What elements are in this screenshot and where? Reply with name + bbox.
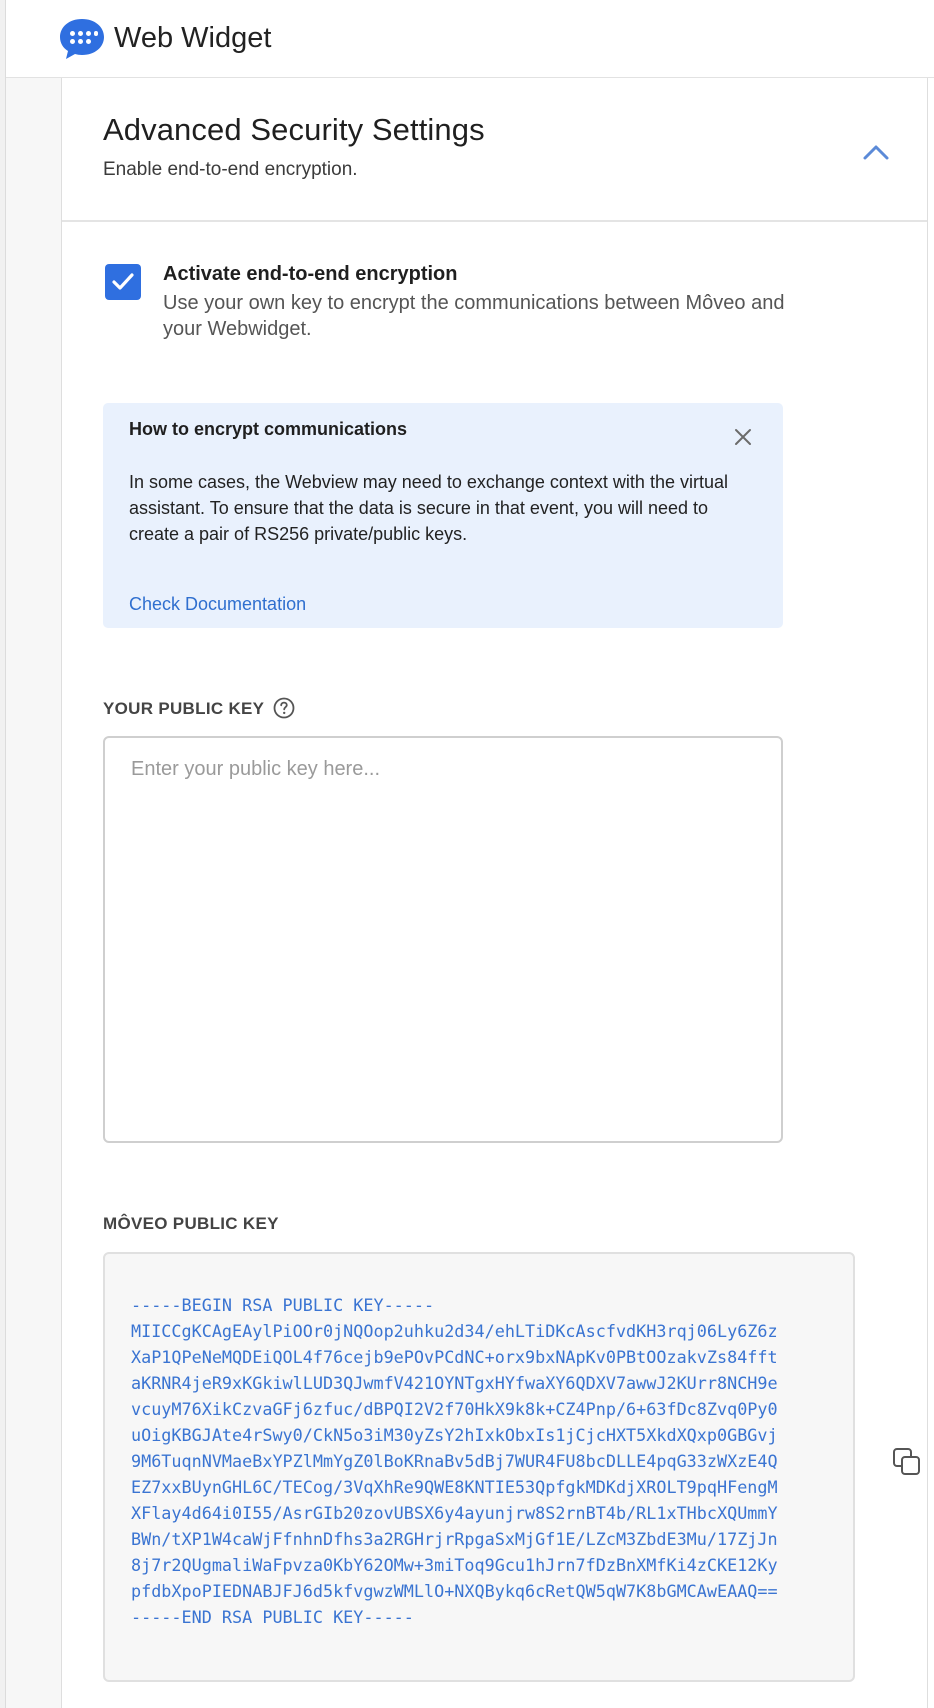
encryption-checkbox[interactable] (105, 264, 141, 300)
chevron-up-icon (862, 143, 890, 161)
checkmark-icon (111, 272, 135, 292)
info-box (103, 403, 783, 628)
page-title: Web Widget (114, 22, 272, 54)
left-gutter (6, 78, 61, 1708)
moveo-public-key-box (103, 1252, 855, 1682)
card-header[interactable] (62, 78, 927, 222)
chat-bubble-logo-icon (58, 17, 106, 61)
check-documentation-link[interactable]: Check Documentation (129, 594, 307, 614)
close-icon[interactable] (731, 425, 755, 449)
info-body: In some cases, the Webview may need to exchange context with the virtual assistant. To ensure that the data is secure in that event, you will need to create a pair of RS256 private/public keys. (129, 472, 728, 544)
encryption-description: Use your own key to encrypt the communications between Môveo and your Webwidget. (163, 292, 785, 340)
copy-icon[interactable] (890, 1445, 924, 1479)
section-subtitle: Enable end-to-end encryption. (103, 159, 358, 180)
question-circle-icon[interactable] (272, 696, 296, 720)
encryption-label[interactable]: Activate end-to-end encryption (163, 263, 458, 285)
collapse-button[interactable] (856, 132, 896, 172)
security-settings-card (61, 78, 928, 1708)
moveo-public-key-text: -----BEGIN RSA PUBLIC KEY----- MIICCgKCAgEAylPiOOr0jNQOop2uhku2d34/ehLTiDKcAscfvdKH3rqj06Ly6Z6z XaP1QPeNeMQDEiQOL4f76cejb9ePOvPCdNC+orx9bxNApKv0PBtOOzakvZs84fft aKRNR4jeR9xKGkiwlLUD3QJwmfV421OYNTgxHYfwaXY6QDXV7awwJ2KUrr8NCH9e vcuyM76XikCzvaGFj6zfuc/dBPQI2V2f70HkX9k8k+CZ4Pnp/6+63fDc8Zvq0Py0 uOigKBGJAte4rSwy0/CkN5o3iM30yZsY2hIxkObxIs1jCjcHXT5XkdXQxp0GBGvj 9M6TuqnNVMaeBxYPZlMmYgZ0lBoKRnaBv5dBj7WUR4FU8bcDLLE4pqG33zWXzE4Q EZ7xxBUynGHL6C/TECog/3VqXhRe9QWE8KNTIE53QpfgkMDKdjXROLT9pqHFengM XFlay4d64i0I55/AsrGIb20zovUBSX6y4ayunjrw8S2rnBT4b/RL1xTHbcXQUmmY BWn/tXP1W4caWjFfnhnDfhs3a2RGHrjrRpgaSxMjGf1E/LZcM3ZbdE3Mu/17ZjJn 8j7r2QUgmaliWaFpvza0KbY62OMw+3miToq9Gcu1hJrn7fDzBnXMfKi4zCKE12Ky pfdbXpoPIEDNABJFJ6d5kfvgwzWMLlO+NXQBykq6cRetQW5qW7K8bGMCAwEAAQ== -----END RSA PUBLIC KEY----- (131, 1295, 778, 1627)
section-title: Advanced Security Settings (103, 112, 485, 147)
public-key-label: YOUR PUBLIC KEY (103, 699, 265, 718)
top-header (6, 0, 934, 78)
public-key-input[interactable] (103, 736, 783, 1143)
moveo-public-key-label: MÔVEO PUBLIC KEY (103, 1214, 279, 1233)
info-title: How to encrypt communications (129, 419, 408, 439)
